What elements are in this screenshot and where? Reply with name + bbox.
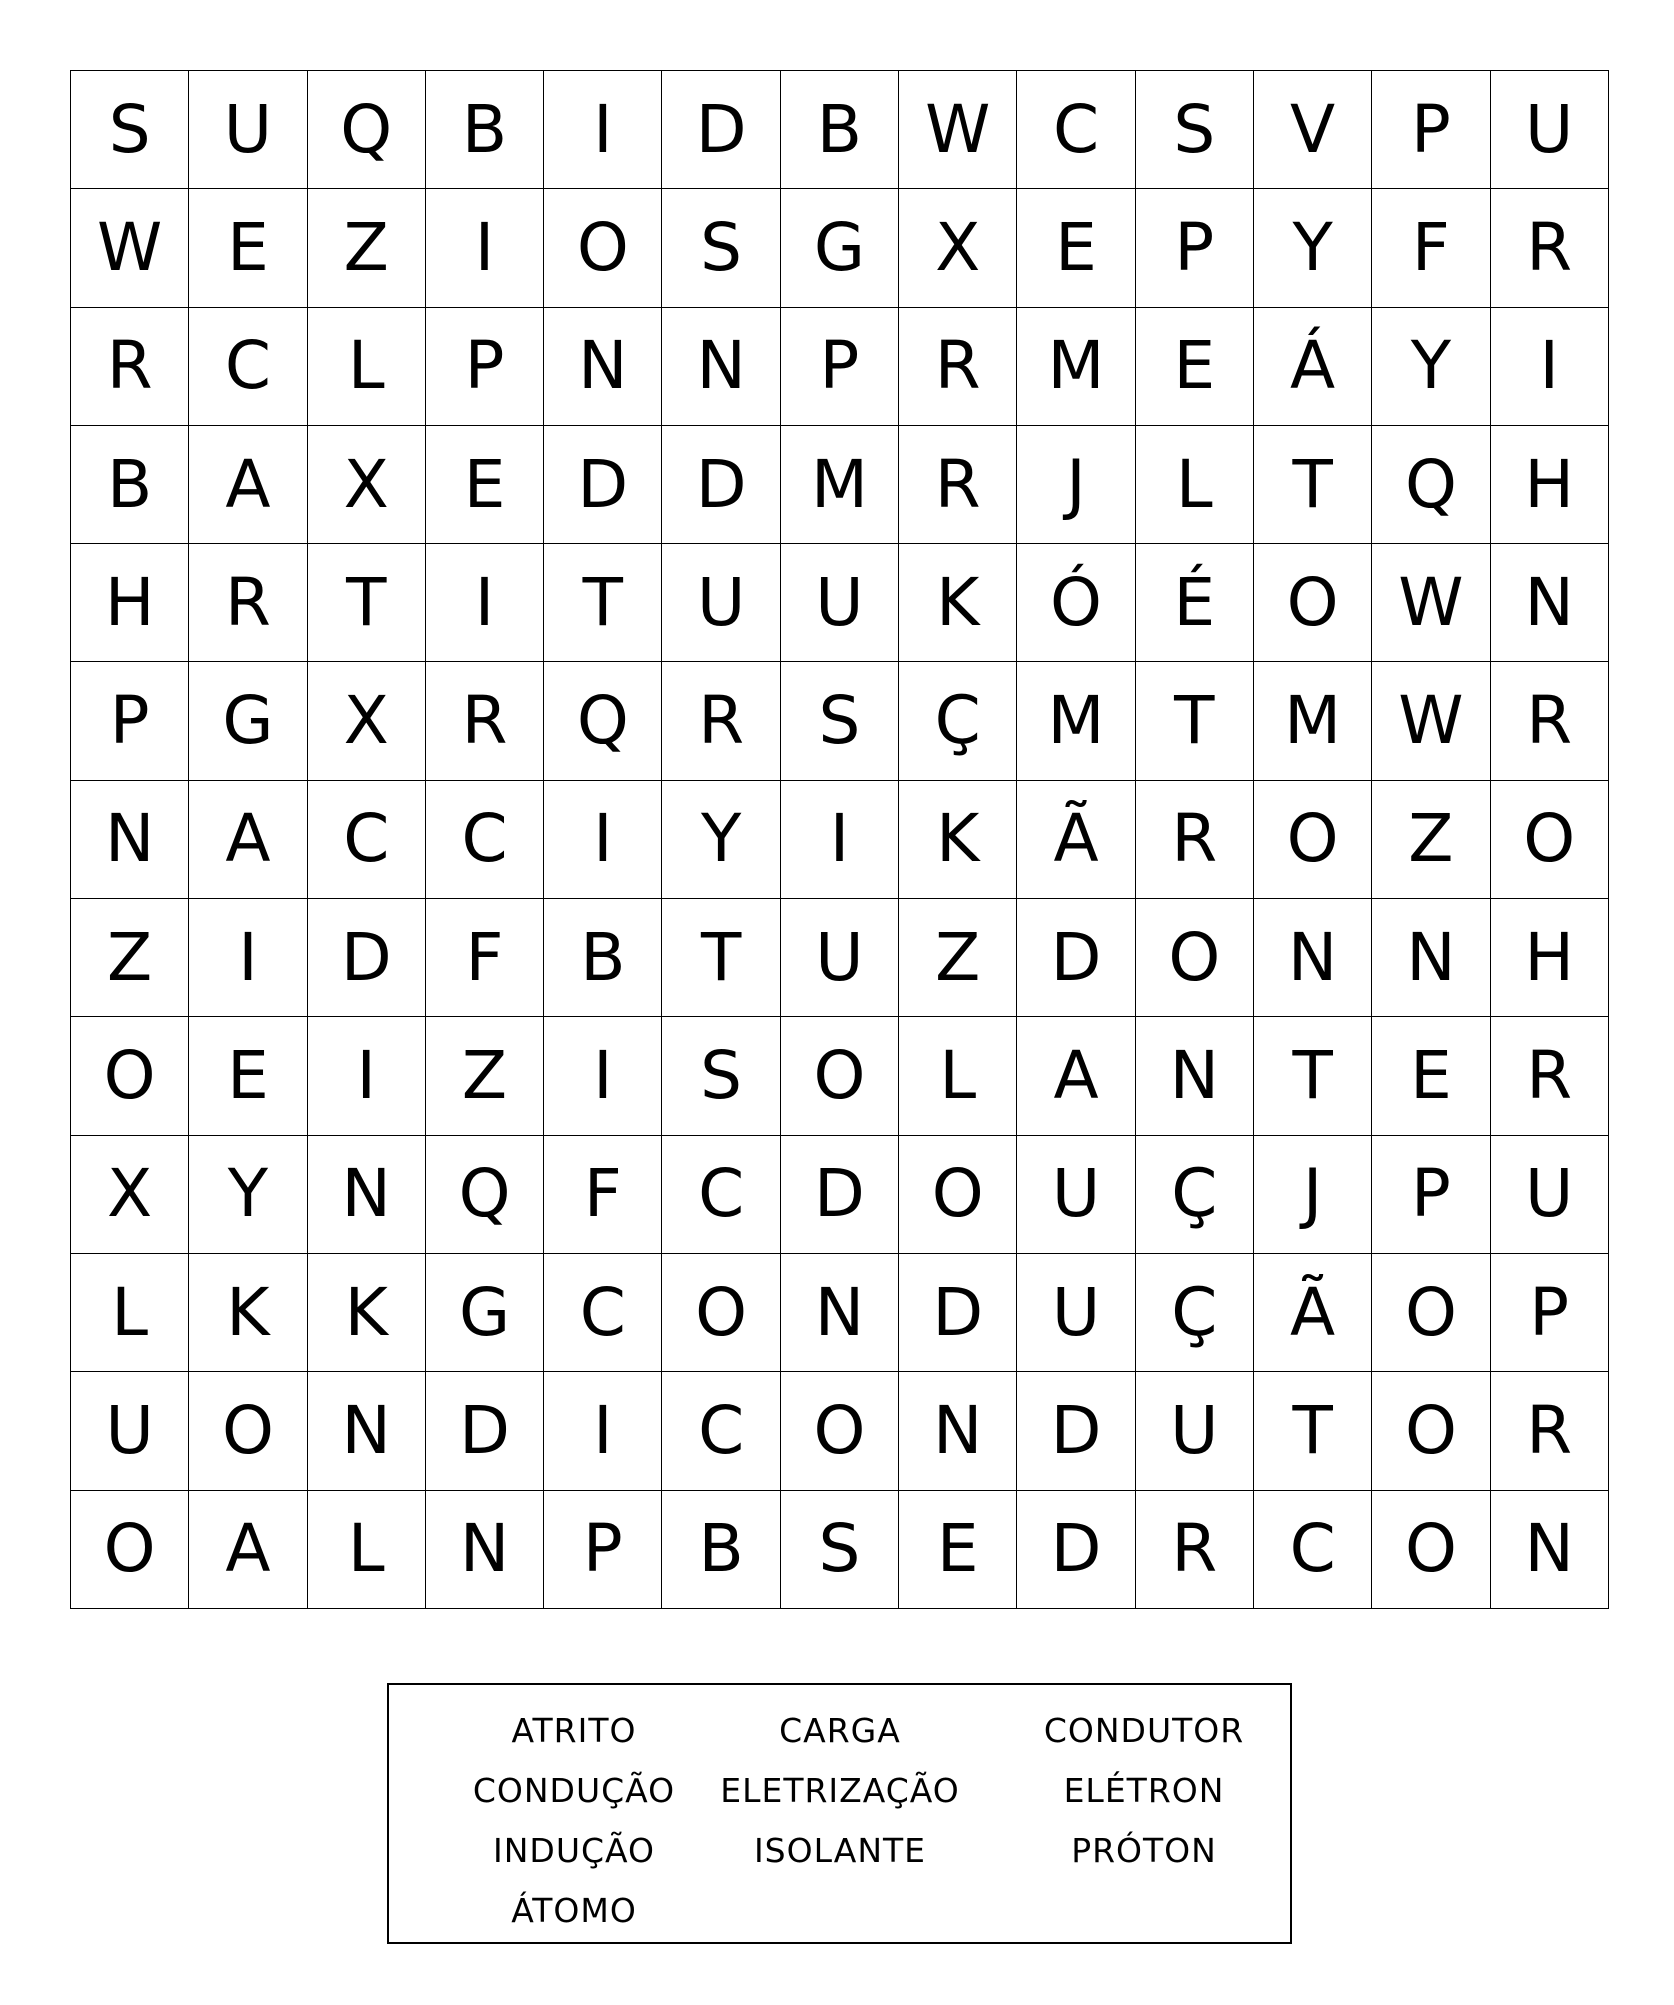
grid-cell-r10-c7[interactable]: D [781,1136,899,1254]
word-list-item: ATRITO [511,1711,637,1750]
grid-cell-r11-c10[interactable]: Ç [1136,1254,1254,1372]
grid-cell-r7-c10[interactable]: R [1136,781,1254,899]
grid-cell-r6-c10[interactable]: T [1136,662,1254,780]
grid-cell-r6-c4[interactable]: R [426,662,544,780]
grid-cell-r8-c8[interactable]: Z [899,899,1017,1017]
grid-cell-r5-c4[interactable]: I [426,544,544,662]
grid-cell-r6-c13[interactable]: R [1491,662,1609,780]
grid-cell-r12-c1[interactable]: U [71,1372,189,1490]
grid-cell-r9-c12[interactable]: E [1372,1017,1490,1135]
grid-cell-r9-c7[interactable]: O [781,1017,899,1135]
grid-cell-r4-c5[interactable]: D [544,426,662,544]
grid-cell-r3-c7[interactable]: P [781,308,899,426]
grid-cell-r4-c4[interactable]: E [426,426,544,544]
grid-cell-r13-c12[interactable]: O [1372,1491,1490,1609]
word-list-column-2 [690,1701,990,1881]
grid-cell-r11-c6[interactable]: O [662,1254,780,1372]
grid-cell-r6-c3[interactable]: X [308,662,426,780]
grid-cell-r3-c1[interactable]: R [71,308,189,426]
word-list-item: PRÓTON [1071,1831,1217,1870]
grid-cell-r13-c13[interactable]: N [1491,1491,1609,1609]
grid-cell-r3-c6[interactable]: N [662,308,780,426]
grid-cell-r6-c6[interactable]: R [662,662,780,780]
word-list-item: CONDUTOR [1043,1711,1245,1750]
grid-cell-r12-c2[interactable]: O [189,1372,307,1490]
word-search-grid [70,70,1609,1609]
grid-cell-r7-c4[interactable]: C [426,781,544,899]
grid-cell-r3-c13[interactable]: I [1491,308,1609,426]
grid-cell-r1-c6[interactable]: D [662,71,780,189]
grid-cell-r8-c5[interactable]: B [544,899,662,1017]
grid-cell-r4-c9[interactable]: J [1017,426,1135,544]
grid-cell-r12-c7[interactable]: O [781,1372,899,1490]
grid-cell-r2-c2[interactable]: E [189,189,307,307]
grid-cell-r5-c13[interactable]: N [1491,544,1609,662]
grid-cell-r12-c8[interactable]: N [899,1372,1017,1490]
grid-cell-r1-c11[interactable]: V [1254,71,1372,189]
grid-cell-r12-c5[interactable]: I [544,1372,662,1490]
word-list-item: ELETRIZAÇÃO [720,1771,960,1810]
grid-cell-r2-c6[interactable]: S [662,189,780,307]
grid-cell-r13-c8[interactable]: E [899,1491,1017,1609]
grid-cell-r12-c10[interactable]: U [1136,1372,1254,1490]
grid-cell-r6-c1[interactable]: P [71,662,189,780]
grid-cell-r7-c1[interactable]: N [71,781,189,899]
grid-cell-r11-c5[interactable]: C [544,1254,662,1372]
word-list-item: CARGA [779,1711,901,1750]
grid-cell-r10-c10[interactable]: Ç [1136,1136,1254,1254]
grid-cell-r1-c1[interactable]: S [71,71,189,189]
grid-cell-r8-c3[interactable]: D [308,899,426,1017]
grid-cell-r13-c10[interactable]: R [1136,1491,1254,1609]
grid-cell-r12-c13[interactable]: R [1491,1372,1609,1490]
grid-cell-r8-c2[interactable]: I [189,899,307,1017]
grid-cell-r9-c9[interactable]: A [1017,1017,1135,1135]
word-list-column-1 [424,1701,724,1941]
grid-cell-r1-c13[interactable]: U [1491,71,1609,189]
grid-cell-r2-c10[interactable]: P [1136,189,1254,307]
grid-cell-r4-c6[interactable]: D [662,426,780,544]
grid-cell-r9-c5[interactable]: I [544,1017,662,1135]
grid-cell-r3-c5[interactable]: N [544,308,662,426]
grid-cell-r1-c8[interactable]: W [899,71,1017,189]
grid-cell-r8-c1[interactable]: Z [71,899,189,1017]
grid-cell-r7-c13[interactable]: O [1491,781,1609,899]
grid-cell-r7-c2[interactable]: A [189,781,307,899]
grid-cell-r6-c2[interactable]: G [189,662,307,780]
grid-cell-r6-c12[interactable]: W [1372,662,1490,780]
grid-cell-r9-c4[interactable]: Z [426,1017,544,1135]
grid-cell-r1-c9[interactable]: C [1017,71,1135,189]
grid-cell-r5-c2[interactable]: R [189,544,307,662]
grid-cell-r7-c3[interactable]: C [308,781,426,899]
grid-cell-r4-c7[interactable]: M [781,426,899,544]
grid-cell-r12-c3[interactable]: N [308,1372,426,1490]
grid-cell-r7-c11[interactable]: O [1254,781,1372,899]
grid-cell-r7-c8[interactable]: K [899,781,1017,899]
grid-cell-r2-c4[interactable]: I [426,189,544,307]
grid-cell-r3-c10[interactable]: E [1136,308,1254,426]
grid-cell-r9-c13[interactable]: R [1491,1017,1609,1135]
grid-cell-r10-c13[interactable]: U [1491,1136,1609,1254]
grid-cell-r11-c4[interactable]: G [426,1254,544,1372]
grid-cell-r3-c8[interactable]: R [899,308,1017,426]
grid-cell-r12-c4[interactable]: D [426,1372,544,1490]
grid-cell-r5-c10[interactable]: É [1136,544,1254,662]
grid-cell-r9-c3[interactable]: I [308,1017,426,1135]
grid-cell-r10-c3[interactable]: N [308,1136,426,1254]
word-list-box [387,1683,1292,1944]
grid-cell-r4-c8[interactable]: R [899,426,1017,544]
grid-cell-r9-c11[interactable]: T [1254,1017,1372,1135]
grid-cell-r9-c2[interactable]: E [189,1017,307,1135]
grid-cell-r6-c11[interactable]: M [1254,662,1372,780]
grid-cell-r3-c2[interactable]: C [189,308,307,426]
grid-cell-r7-c12[interactable]: Z [1372,781,1490,899]
grid-cell-r13-c11[interactable]: C [1254,1491,1372,1609]
grid-cell-r4-c10[interactable]: L [1136,426,1254,544]
grid-cell-r5-c11[interactable]: O [1254,544,1372,662]
grid-cell-r4-c2[interactable]: A [189,426,307,544]
word-list-item: CONDUÇÃO [472,1771,676,1810]
grid-cell-r4-c12[interactable]: Q [1372,426,1490,544]
grid-cell-r3-c9[interactable]: M [1017,308,1135,426]
word-list-item: ÁTOMO [511,1891,637,1930]
grid-cell-r11-c9[interactable]: U [1017,1254,1135,1372]
grid-cell-r1-c2[interactable]: U [189,71,307,189]
grid-cell-r11-c8[interactable]: D [899,1254,1017,1372]
grid-cell-r8-c9[interactable]: D [1017,899,1135,1017]
word-list-column-3 [994,1701,1294,1881]
grid-cell-r7-c9[interactable]: Ã [1017,781,1135,899]
grid-cell-r10-c8[interactable]: O [899,1136,1017,1254]
grid-cell-r8-c7[interactable]: U [781,899,899,1017]
grid-cell-r2-c12[interactable]: F [1372,189,1490,307]
grid-cell-r9-c6[interactable]: S [662,1017,780,1135]
grid-cell-r13-c9[interactable]: D [1017,1491,1135,1609]
grid-cell-r13-c6[interactable]: B [662,1491,780,1609]
word-list-item: INDUÇÃO [493,1831,655,1870]
grid-cell-r6-c8[interactable]: Ç [899,662,1017,780]
grid-cell-r1-c7[interactable]: B [781,71,899,189]
grid-cell-r13-c5[interactable]: P [544,1491,662,1609]
word-list-item: ISOLANTE [753,1831,927,1870]
grid-cell-r7-c5[interactable]: I [544,781,662,899]
grid-cell-r4-c3[interactable]: X [308,426,426,544]
grid-cell-r13-c2[interactable]: A [189,1491,307,1609]
grid-cell-r2-c7[interactable]: G [781,189,899,307]
grid-cell-r5-c9[interactable]: Ó [1017,544,1135,662]
grid-cell-r2-c1[interactable]: W [71,189,189,307]
grid-cell-r8-c4[interactable]: F [426,899,544,1017]
grid-cell-r5-c6[interactable]: U [662,544,780,662]
grid-cell-r7-c7[interactable]: I [781,781,899,899]
word-list-item: ELÉTRON [1063,1771,1225,1810]
grid-cell-r10-c9[interactable]: U [1017,1136,1135,1254]
grid-cell-r1-c4[interactable]: B [426,71,544,189]
grid-cell-r11-c1[interactable]: L [71,1254,189,1372]
grid-cell-r13-c4[interactable]: N [426,1491,544,1609]
grid-cell-r3-c11[interactable]: Á [1254,308,1372,426]
grid-cell-r2-c9[interactable]: E [1017,189,1135,307]
grid-cell-r4-c13[interactable]: H [1491,426,1609,544]
grid-cell-r5-c3[interactable]: T [308,544,426,662]
grid-cell-r8-c12[interactable]: N [1372,899,1490,1017]
grid-cell-r10-c4[interactable]: Q [426,1136,544,1254]
grid-cell-r3-c3[interactable]: L [308,308,426,426]
grid-cell-r11-c3[interactable]: K [308,1254,426,1372]
grid-cell-r9-c1[interactable]: O [71,1017,189,1135]
grid-cell-r6-c7[interactable]: S [781,662,899,780]
grid-cell-r5-c8[interactable]: K [899,544,1017,662]
grid-cell-r11-c13[interactable]: P [1491,1254,1609,1372]
grid-cell-r13-c3[interactable]: L [308,1491,426,1609]
grid-cell-r5-c1[interactable]: H [71,544,189,662]
grid-cell-r11-c12[interactable]: O [1372,1254,1490,1372]
grid-cell-r9-c10[interactable]: N [1136,1017,1254,1135]
grid-cell-r2-c8[interactable]: X [899,189,1017,307]
grid-cell-r2-c13[interactable]: R [1491,189,1609,307]
grid-cell-r10-c2[interactable]: Y [189,1136,307,1254]
grid-cell-r5-c5[interactable]: T [544,544,662,662]
grid-cell-r12-c11[interactable]: T [1254,1372,1372,1490]
grid-cell-r7-c6[interactable]: Y [662,781,780,899]
grid-cell-r2-c5[interactable]: O [544,189,662,307]
grid-cell-r5-c12[interactable]: W [1372,544,1490,662]
grid-cell-r11-c2[interactable]: K [189,1254,307,1372]
grid-cell-r8-c10[interactable]: O [1136,899,1254,1017]
grid-cell-r8-c11[interactable]: N [1254,899,1372,1017]
grid-cell-r6-c5[interactable]: Q [544,662,662,780]
grid-cell-r8-c6[interactable]: T [662,899,780,1017]
grid-cell-r1-c5[interactable]: I [544,71,662,189]
grid-cell-r1-c12[interactable]: P [1372,71,1490,189]
grid-cell-r12-c12[interactable]: O [1372,1372,1490,1490]
grid-cell-r3-c12[interactable]: Y [1372,308,1490,426]
grid-cell-r12-c6[interactable]: C [662,1372,780,1490]
grid-cell-r6-c9[interactable]: M [1017,662,1135,780]
grid-cell-r9-c8[interactable]: L [899,1017,1017,1135]
grid-cell-r4-c11[interactable]: T [1254,426,1372,544]
grid-cell-r10-c5[interactable]: F [544,1136,662,1254]
grid-cell-r10-c11[interactable]: J [1254,1136,1372,1254]
grid-cell-r8-c13[interactable]: H [1491,899,1609,1017]
grid-cell-r1-c10[interactable]: S [1136,71,1254,189]
grid-cell-r2-c11[interactable]: Y [1254,189,1372,307]
grid-cell-r13-c7[interactable]: S [781,1491,899,1609]
grid-cell-r10-c12[interactable]: P [1372,1136,1490,1254]
grid-cell-r5-c7[interactable]: U [781,544,899,662]
grid-cell-r10-c6[interactable]: C [662,1136,780,1254]
grid-cell-r4-c1[interactable]: B [71,426,189,544]
grid-cell-r2-c3[interactable]: Z [308,189,426,307]
grid-cell-r1-c3[interactable]: Q [308,71,426,189]
grid-cell-r3-c4[interactable]: P [426,308,544,426]
grid-cell-r11-c7[interactable]: N [781,1254,899,1372]
grid-cell-r11-c11[interactable]: Ã [1254,1254,1372,1372]
grid-cell-r10-c1[interactable]: X [71,1136,189,1254]
grid-cell-r12-c9[interactable]: D [1017,1372,1135,1490]
grid-cell-r13-c1[interactable]: O [71,1491,189,1609]
